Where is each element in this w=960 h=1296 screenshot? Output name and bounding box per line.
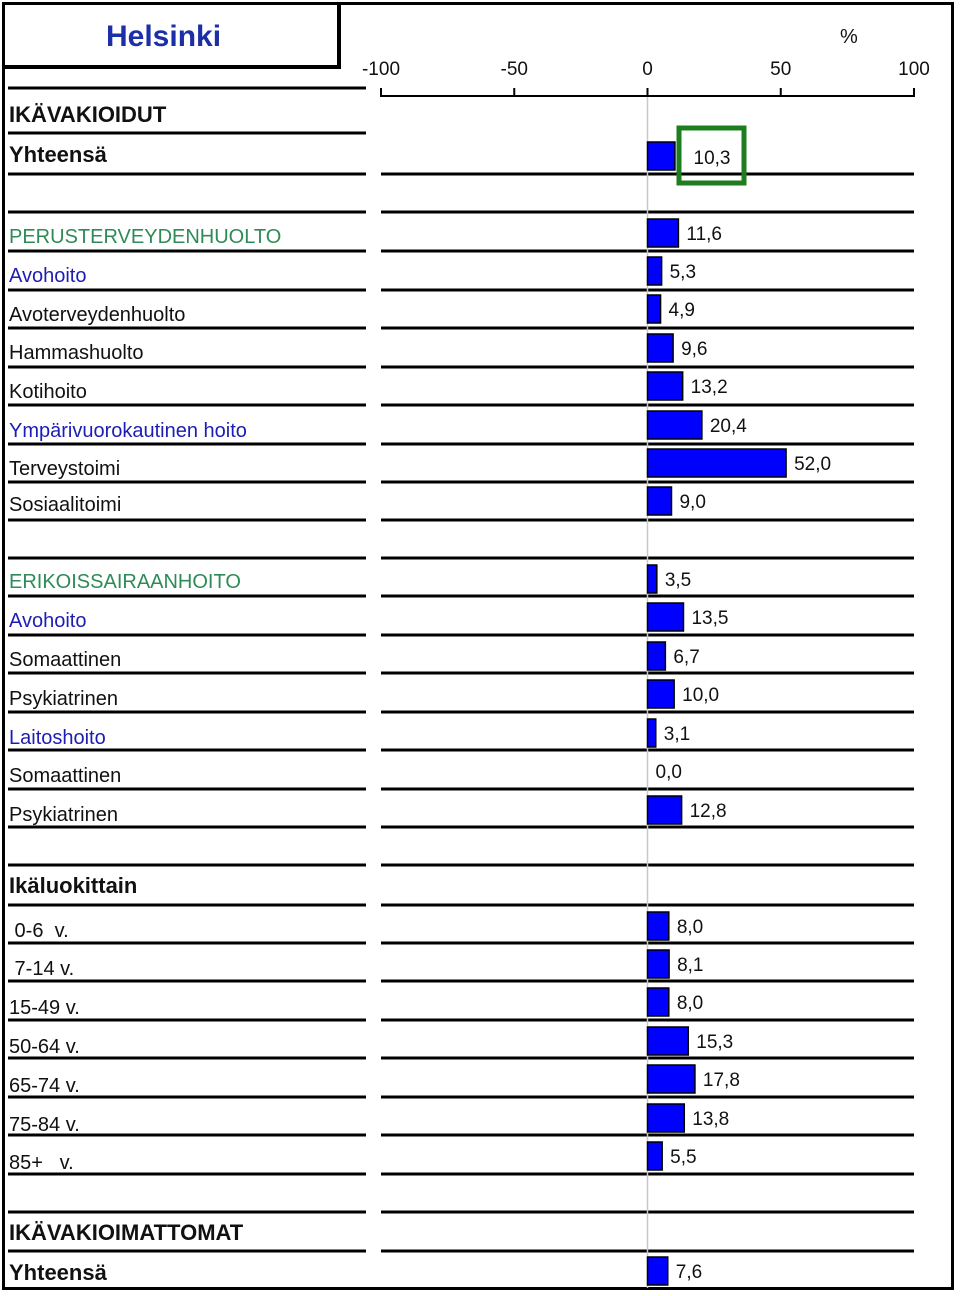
bar-value-label: 5,3 [669,262,697,283]
bar [648,142,675,170]
row-label: Ikäluokittain [9,873,138,898]
bar [648,411,702,439]
bar [648,988,669,1016]
bar [648,796,682,824]
bar-value-label: 8,0 [676,993,704,1014]
bar [648,1065,695,1093]
row-label: Sosiaalitoimi [9,494,122,516]
bar [648,334,674,362]
bar [648,257,662,285]
row-label: Yhteensä [9,1260,107,1285]
bar-value-label: 5,5 [670,1147,697,1168]
row-label: Kotihoito [9,381,87,403]
bar [648,487,672,515]
bar [648,642,666,670]
bar-value-label: 17,8 [702,1070,740,1091]
bar-value-label: 52,0 [794,454,832,475]
bar-value-label: 13,2 [690,377,728,398]
bar [648,1142,663,1170]
unit-label: % [840,26,858,48]
row-label: 85+ v. [9,1152,74,1174]
bar-value-label: 7,6 [675,1262,703,1283]
bar-value-label: 9,6 [681,339,708,360]
page-title: Helsinki [106,20,222,53]
row-label: Avohoito [9,610,87,632]
bar-value-label: 11,6 [686,224,722,245]
section-title-ikavakioidut: IKÄVAKIOIDUT [9,102,167,127]
bar-value-label: 0,0 [655,762,682,783]
bar [648,680,675,708]
section-title-ikavakioimattomat: IKÄVAKIOIMATTOMAT [9,1220,244,1245]
bar-value-label: 4,9 [668,300,695,321]
row-label: Psykiatrinen [9,804,118,826]
row-label: 15-49 v. [9,997,80,1019]
x-tick-label: 50 [770,59,792,80]
bar [648,603,684,631]
bar-value-label: 13,5 [691,608,729,629]
bar [648,565,657,593]
bar [648,1027,689,1055]
row-label: Psykiatrinen [9,688,118,710]
bar-value-label: 9,0 [679,492,706,513]
row-label: Terveystoimi [9,458,121,480]
row-label: Ympärivuorokautinen hoito [9,420,247,442]
row-label: Avohoito [9,265,87,287]
row-label: 75-84 v. [9,1114,80,1136]
bar [648,912,669,940]
x-tick-label: 100 [898,59,930,80]
row-label: Somaattinen [9,649,122,671]
row-label: ERIKOISSAIRAANHOITO [9,571,241,593]
x-tick-label: -100 [361,59,401,80]
bar-value-label: 6,7 [673,647,700,668]
x-tick-label: 0 [642,59,653,80]
row-label: 0-6 v. [9,920,69,942]
bar-value-label: 8,1 [677,955,704,976]
row-label: 65-74 v. [9,1075,80,1097]
bar [648,1257,668,1285]
row-label: Yhteensä [9,142,107,167]
bar [648,950,670,978]
bar [648,719,656,747]
row-label: Somaattinen [9,765,122,787]
bar-value-label: 15,3 [696,1032,734,1053]
x-tick-label: -50 [500,59,528,80]
bar-value-label: 10,3 [693,148,731,169]
row-label: 50-64 v. [9,1036,80,1058]
bar [648,449,787,477]
row-label: Laitoshoito [9,727,106,749]
row-label: PERUSTERVEYDENHUOLTO [9,226,282,248]
row-label: 7-14 v. [9,958,75,980]
bar-value-label: 3,5 [664,570,692,591]
bar-value-label: 13,8 [692,1109,730,1130]
row-label: Avoterveydenhuolto [9,304,186,326]
bar-value-label: 8,0 [676,917,704,938]
bar-value-label: 10,0 [682,685,720,706]
bar-value-label: 12,8 [689,801,727,822]
bar-value-label: 3,1 [663,724,691,745]
row-label: Hammashuolto [9,342,144,364]
bar [648,219,679,247]
bar [648,1104,685,1132]
bar-value-label: 20,4 [709,416,747,437]
bar [648,295,661,323]
bar [648,372,683,400]
